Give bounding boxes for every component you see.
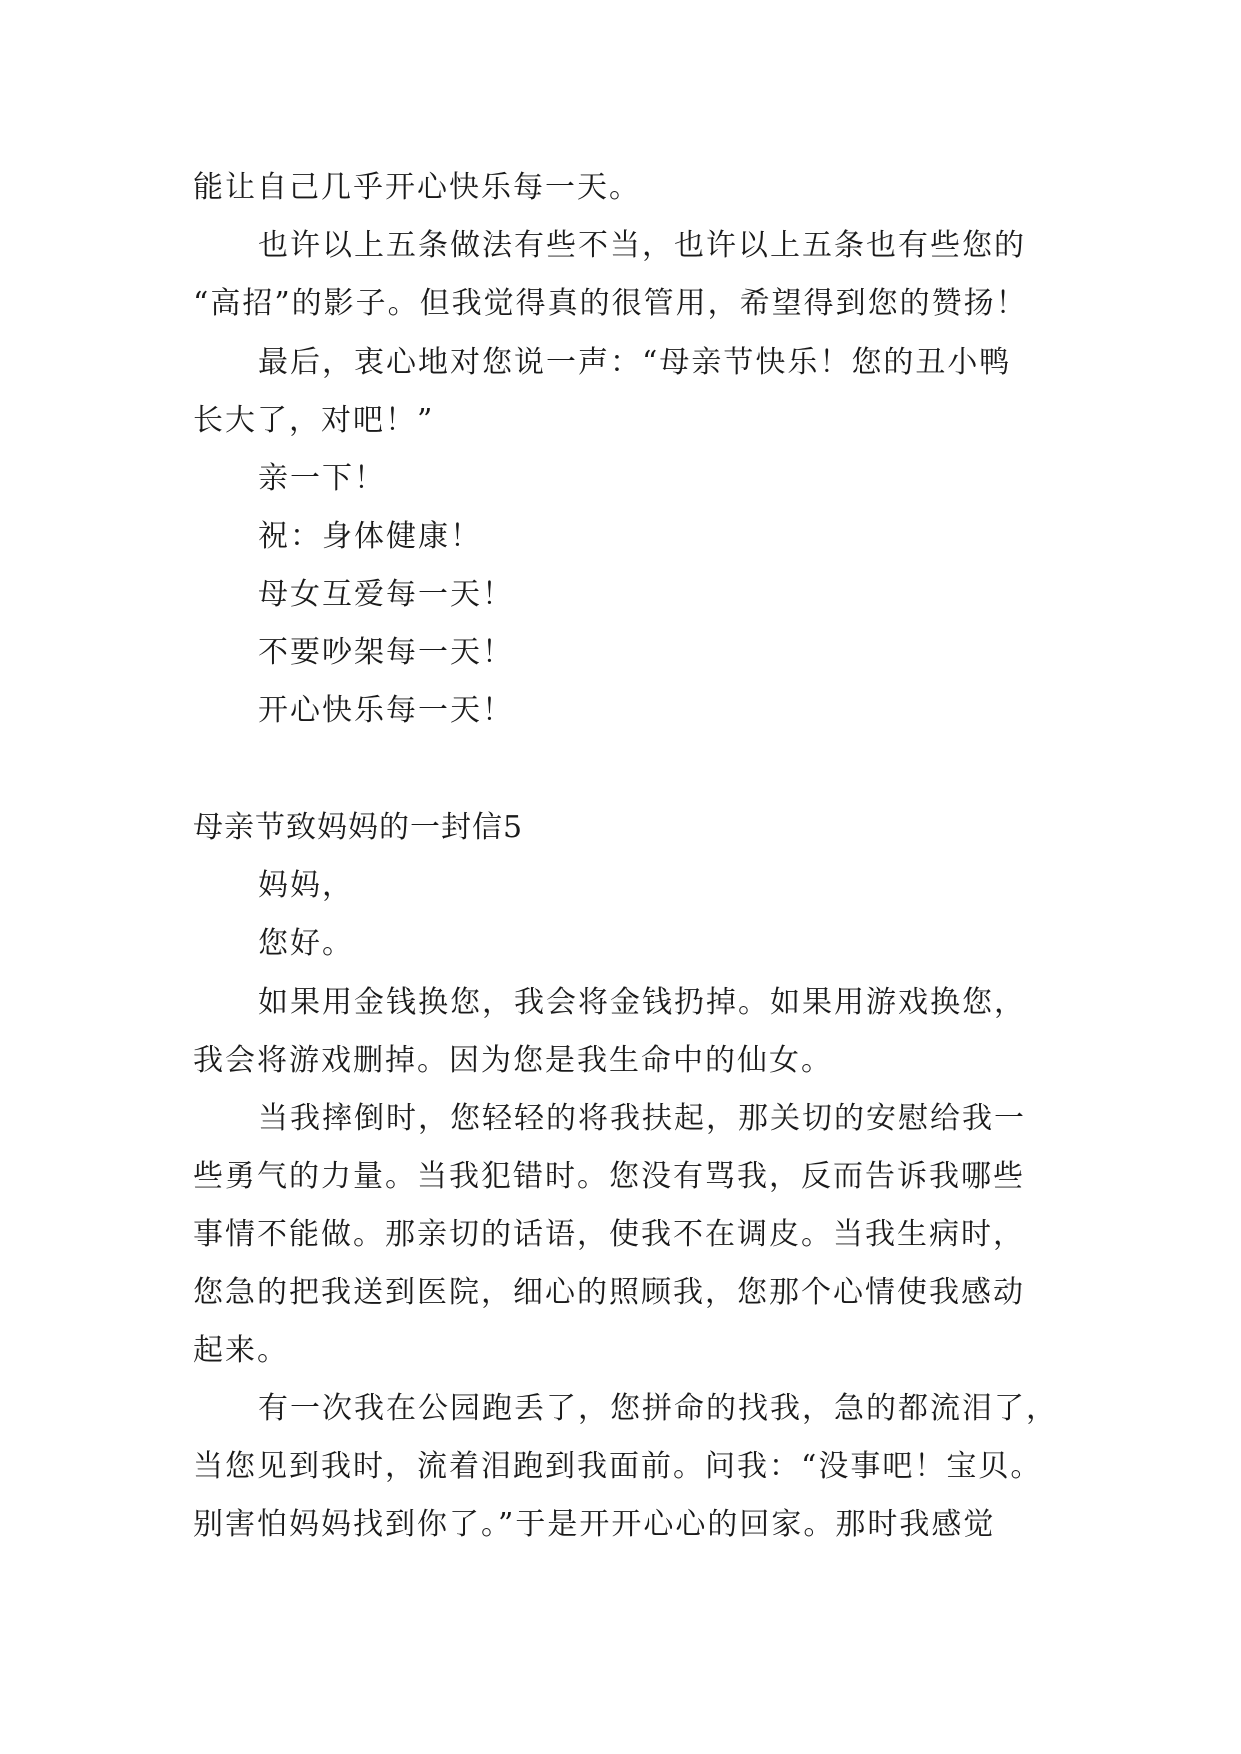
paragraph-line: 别害怕妈妈找到你了。”于是开开心心的回家。那时我感觉 — [193, 1507, 996, 1542]
paragraph-line: 开心快乐每一天！ — [258, 693, 514, 728]
paragraph-line: 亲一下！ — [258, 461, 386, 496]
paragraph-line: 我会将游戏删掉。因为您是我生命中的仙女。 — [193, 1043, 833, 1078]
paragraph-line: 些勇气的力量。当我犯错时。您没有骂我，反而告诉我哪些 — [193, 1159, 1025, 1194]
paragraph-line: 不要吵架每一天！ — [258, 635, 514, 670]
section-title: 母亲节致妈妈的一封信5 — [193, 810, 524, 845]
paragraph-line: 如果用金钱换您，我会将金钱扔掉。如果用游戏换您， — [258, 985, 1026, 1020]
paragraph-line: 也许以上五条做法有些不当，也许以上五条也有些您的 — [258, 228, 1026, 263]
paragraph-line: 起来。 — [193, 1333, 289, 1368]
paragraph-line: 最后，衷心地对您说一声：“母亲节快乐！您的丑小鸭 — [258, 345, 1012, 380]
salutation: 妈妈， — [258, 868, 354, 903]
paragraph-line: 长大了，对吧！” — [193, 403, 435, 438]
paragraph-line: 您急的把我送到医院，细心的照顾我，您那个心情使我感动 — [193, 1275, 1025, 1310]
greeting: 您好。 — [258, 926, 354, 961]
paragraph-line: “高招”的影子。但我觉得真的很管用，希望得到您的赞扬！ — [193, 286, 1028, 321]
paragraph-line: 当我摔倒时，您轻轻的将我扶起，那关切的安慰给我一 — [258, 1101, 1026, 1136]
paragraph-line: 祝：身体健康！ — [258, 519, 482, 554]
paragraph-line: 事情不能做。那亲切的话语，使我不在调皮。当我生病时， — [193, 1217, 1025, 1252]
paragraph-line: 母女互爱每一天！ — [258, 577, 514, 612]
paragraph-line: 有一次我在公园跑丢了，您拼命的找我，急的都流泪了， — [258, 1391, 1058, 1426]
paragraph-line: 当您见到我时，流着泪跑到我面前。问我：“没事吧！宝贝。 — [193, 1449, 1043, 1484]
paragraph-line: 能让自己几乎开心快乐每一天。 — [193, 170, 641, 205]
